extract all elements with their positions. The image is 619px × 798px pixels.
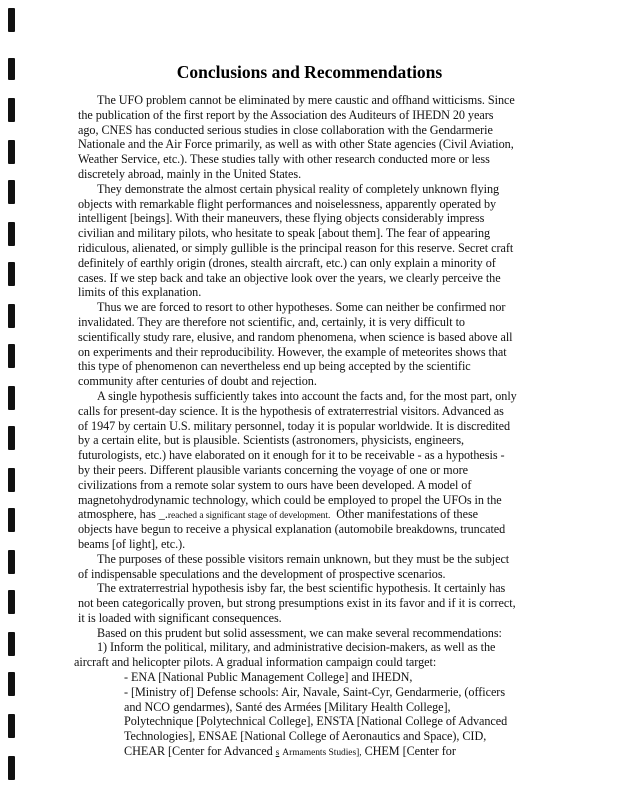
text-line: objects have begun to receive a physical explanation (automobile breakdowns, truncated <box>78 522 506 537</box>
text-line: limits of this explanation. <box>78 285 202 300</box>
binding-hole <box>8 756 15 780</box>
text-line: civilizations from a remote solar system to ours have been developed. A model of <box>78 477 472 492</box>
text-run: Other manifestations of these <box>336 507 478 522</box>
text-line: aircraft and helicopter pilots. A gradual information campaign could target: <box>74 655 437 670</box>
text-line: 1) Inform the political, military, and administrative decision-makers, as well as the <box>97 640 496 655</box>
binding-hole <box>8 550 15 574</box>
text-line: intelligent [beings]. With their maneuvers, these flying objects considerably impress <box>78 211 485 226</box>
binding-hole <box>8 262 15 286</box>
text-run: _. <box>158 507 168 522</box>
text-line: beams [of light], etc.). <box>78 536 186 551</box>
binding-hole <box>8 714 15 738</box>
text-line: the publication of the first report by the Association des Auditeurs of IHEDN 20 years <box>78 107 494 122</box>
text-line: invalidated. They are therefore not scientific, and, certainly, it is very difficult to <box>78 314 465 329</box>
text-line: futurologists, etc.) have elaborated on it enough for it to be receivable - as a hypothesis - <box>78 448 505 463</box>
text-line: not been categorically proven, but strong presumptions exist in its favor and if it is correct, <box>78 596 516 611</box>
text-line: Based on this prudent but solid assessment, we can make several recommendations: <box>97 625 502 640</box>
text-line: calls for present-day science. It is the hypothesis of extraterrestrial visitors. Advanced as <box>78 403 504 418</box>
text-line: They demonstrate the almost certain physical reality of completely unknown flying <box>97 181 500 196</box>
text-line: of indispensable speculations and the development of prospective scenarios. <box>78 566 446 581</box>
text-line: Nationale and the Air Force primarily, as well as with other State agencies (Civil Aviation, <box>78 137 514 152</box>
text-line: scientifically study rare, elusive, and random phenomena, when science is based above all <box>78 329 513 344</box>
text-line: definitely of earthly origin (drones, stealth aircraft, etc.) can only explain a minority of <box>78 255 496 270</box>
binding-hole <box>8 8 15 32</box>
text-line: by a certain elite, but is plausible. Scientists (astronomers, physicists, engineers, <box>78 433 465 448</box>
text-line: of 1947 by certain U.S. military personnel, today it is popular worldwide. It is discredited <box>78 418 511 433</box>
text-line: A single hypothesis sufficiently takes into account the facts and, for the most part, only <box>97 388 517 403</box>
text-line: magnetohydrodynamic technology, which could be employed to propel the UFOs in the <box>78 492 502 507</box>
text-line: Thus we are forced to resort to other hypotheses. Some can neither be confirmed nor <box>97 300 506 315</box>
text-line: The UFO problem cannot be eliminated by mere caustic and offhand witticisms. Since <box>97 93 515 107</box>
text-line: The extraterrestrial hypothesis isby far, the best scientific hypothesis. It certainly has <box>97 581 506 596</box>
list-item-continuation <box>78 744 618 759</box>
text-line <box>78 507 618 522</box>
binding-hole <box>8 426 15 450</box>
text-line: community after centuries of doubt and rejection. <box>78 374 317 389</box>
text-line: objects with remarkable flight performances and noiselessness, apparently operated by <box>78 196 497 211</box>
binding-hole <box>8 386 15 410</box>
list-item: - ENA [National Public Management College] and IHEDN, <box>124 670 413 685</box>
text-run: atmosphere, has <box>78 507 156 522</box>
binding-hole <box>8 180 15 204</box>
text-line: on experiments and their reproducibility. However, the example of meteorites shows that <box>78 344 507 359</box>
text-line: discretely abroad, mainly in the United States. <box>78 166 302 181</box>
binding-hole <box>8 98 15 122</box>
text-line: it is loaded with significant consequences. <box>78 610 282 625</box>
page-title: Conclusions and Recommendations <box>176 62 443 82</box>
text-run: CHEAR [Center for Advanced <box>124 744 273 759</box>
text-line: by their peers. Different plausible variants concerning the voyage of one or more <box>78 462 468 477</box>
text-line: this type of phenomenon can nevertheless end up being accepted by the scientific <box>78 359 471 374</box>
binding-hole <box>8 344 15 368</box>
binding-hole <box>8 590 15 614</box>
text-line: ridiculous, alienated, or simply gullible is the principal reason for this reserve. Secret craft <box>78 240 514 255</box>
list-item-continuation: and NCO gendarmes), Santé des Armées [Military Health College], <box>124 699 451 714</box>
binding-hole <box>8 304 15 328</box>
binding-hole <box>8 632 15 656</box>
list-item-continuation: Polytechnique [Polytechnical College], ENSTA [National College of Advanced <box>124 714 508 729</box>
list-item-continuation: Technologies], ENSAE [National College of Aeronautics and Space), CID, <box>124 729 487 744</box>
text-line: ago, CNES has conducted serious studies in close collaboration with the Gendarmerie <box>78 122 493 137</box>
binding-hole <box>8 222 15 246</box>
text-line: cases. If we step back and take an objective look over the years, we clearly perceive the <box>78 270 501 285</box>
text-run: s <box>275 748 280 759</box>
binding-hole <box>8 140 15 164</box>
text-line: civilian and military pilots, who hesitate to speak [about them]. The fear of appearing <box>78 226 491 241</box>
binding-hole <box>8 468 15 492</box>
text-line: Weather Service, etc.). These studies tally with other research conducted more or less <box>78 152 490 167</box>
text-run: Armaments Studies], <box>282 748 362 759</box>
binding-hole <box>8 672 15 696</box>
binding-hole <box>8 508 15 532</box>
body-text <box>74 93 618 759</box>
text-line: The purposes of these possible visitors remain unknown, but they must be the subject <box>97 551 510 566</box>
text-run: reached a significant stage of development. <box>167 511 331 522</box>
list-item: - [Ministry of] Defense schools: Air, Navale, Saint-Cyr, Gendarmerie, (officers <box>124 684 506 699</box>
text-run: CHEM [Center for <box>364 744 456 759</box>
